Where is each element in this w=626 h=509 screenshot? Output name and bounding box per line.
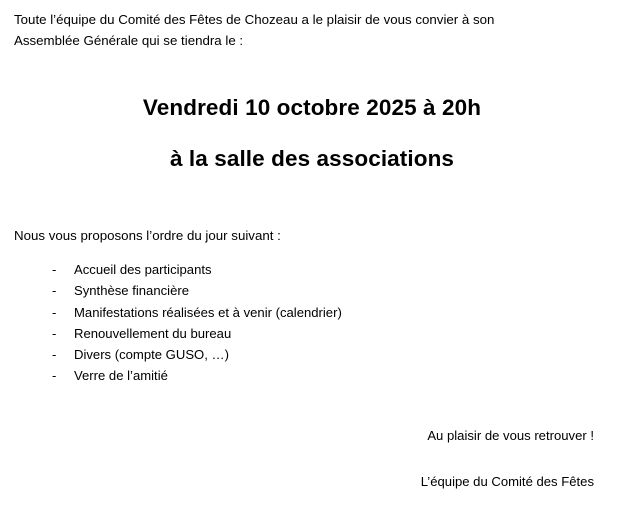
list-item-label: Renouvellement du bureau <box>74 325 232 341</box>
list-item <box>14 323 610 344</box>
list-item-label: Manifestations réalisées et à venir (calendrier) <box>74 304 342 320</box>
headline-location: à la salle des associations <box>169 146 455 172</box>
list-item-label: Synthèse financière <box>74 283 190 299</box>
bullet-dash: - <box>52 347 57 363</box>
bullet-dash: - <box>52 262 57 278</box>
headline-date: Vendredi 10 octobre 2025 à 20h <box>142 95 482 121</box>
agenda-lead-text: Nous vous proposons l’ordre du jour suivant : <box>14 228 281 244</box>
list-item <box>14 302 610 323</box>
bullet-dash: - <box>52 283 57 299</box>
list-item-label: Accueil des participants <box>74 262 212 278</box>
list-item-label: Divers (compte GUSO, …) <box>74 347 229 363</box>
bullet-dash: - <box>52 368 57 384</box>
intro-line-1: Toute l’équipe du Comité des Fêtes de Chozeau a le plaisir de vous convier à son <box>14 12 495 27</box>
closing-block <box>14 426 610 493</box>
closing-greeting: Au plaisir de vous retrouver ! <box>427 428 594 444</box>
list-item <box>14 344 610 365</box>
bullet-dash: - <box>52 325 57 341</box>
intro-line-2: Assemblée Générale qui se tiendra le : <box>14 32 244 48</box>
bullet-dash: - <box>52 304 57 320</box>
list-item <box>14 365 610 386</box>
list-item <box>14 280 610 301</box>
headline-block <box>14 95 610 172</box>
closing-signature: L’équipe du Comité des Fêtes <box>420 474 594 490</box>
intro-paragraph <box>14 10 608 51</box>
list-item <box>14 259 610 280</box>
agenda-list <box>14 259 610 386</box>
list-item-label: Verre de l’amitié <box>74 368 168 384</box>
